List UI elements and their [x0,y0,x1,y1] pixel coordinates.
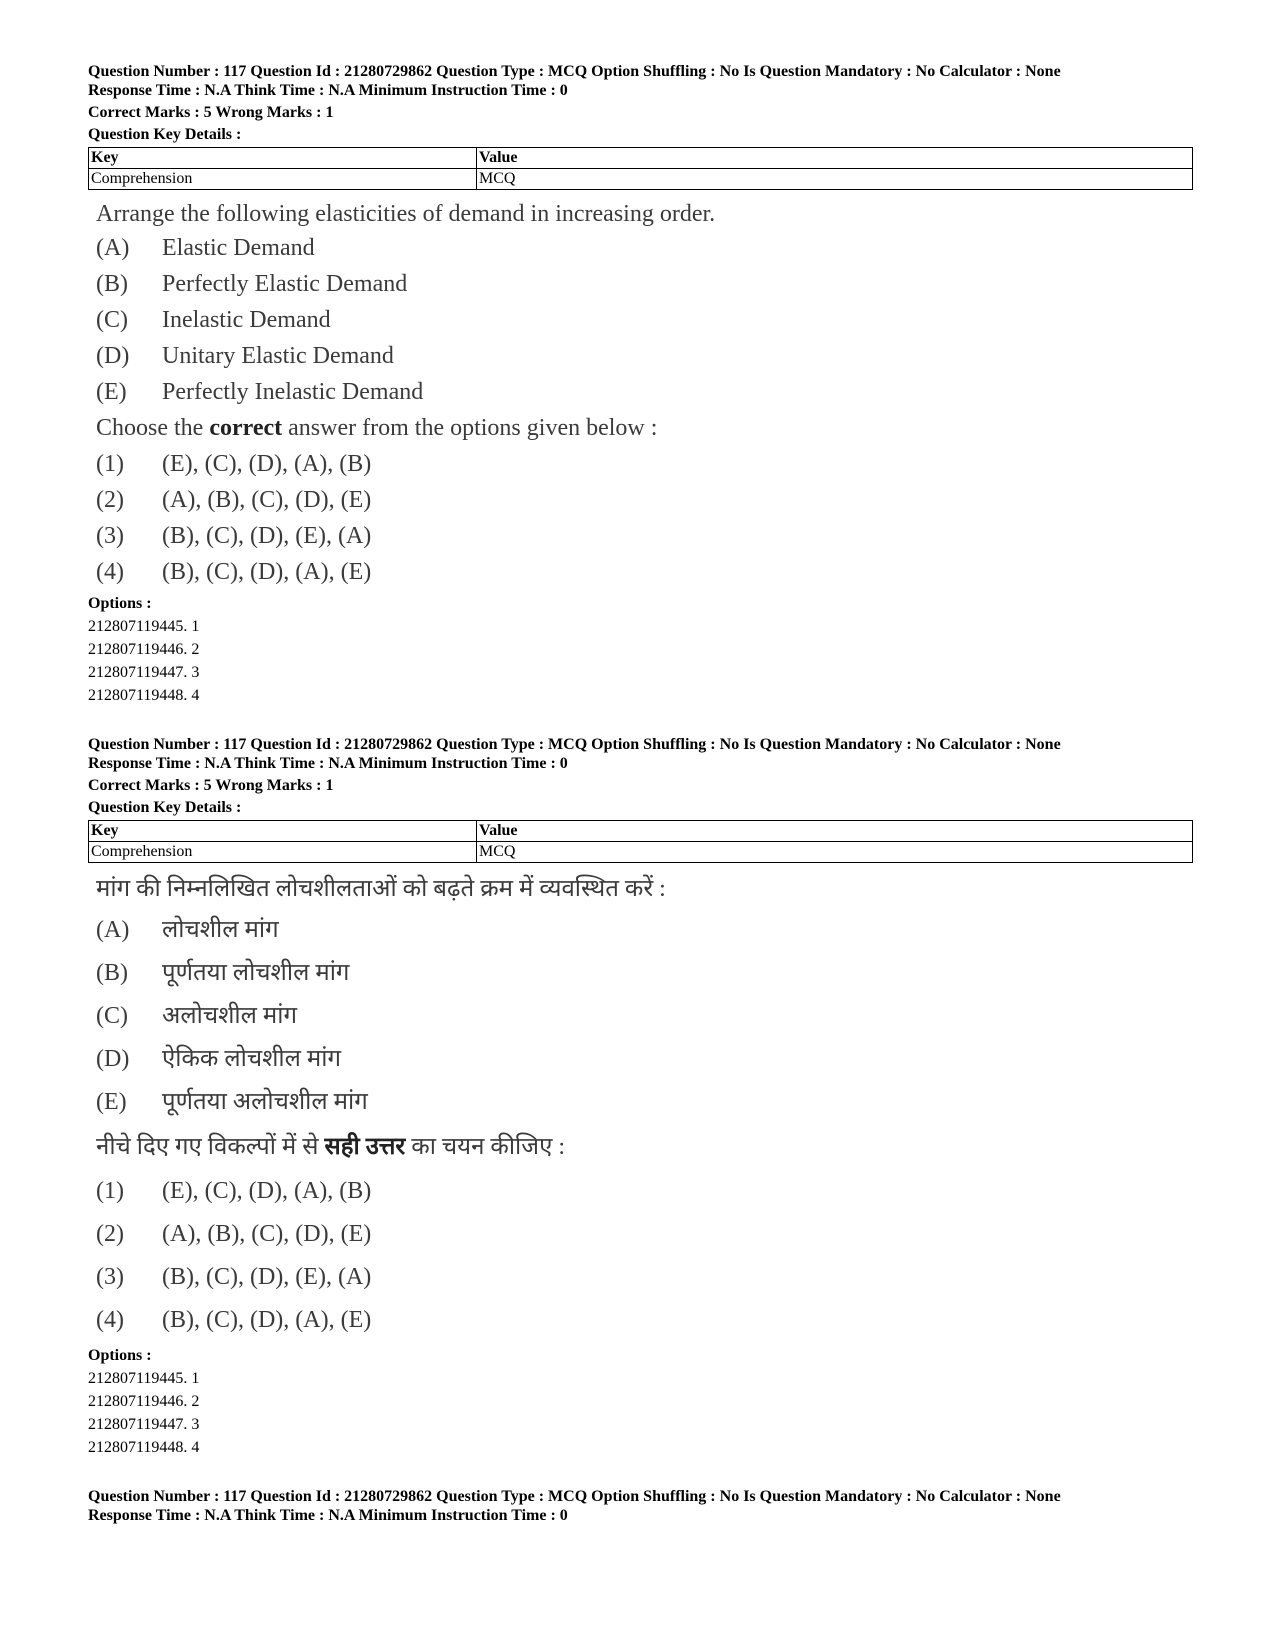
key-value-table [88,820,1193,863]
marks-line: Correct Marks : 5 Wrong Marks : 1 [88,104,334,121]
key-cell: Comprehension [89,169,477,190]
option-line: 212807119448. 4 [88,687,200,704]
question-content [96,869,1193,1342]
options-title: Options : [88,595,152,612]
question-content [96,198,1193,590]
list-item: (A) लोचशील मांग [96,917,279,943]
value-cell: MCQ [477,842,1193,863]
key-header: Key [89,148,477,169]
question-block-hindi [88,735,1193,1459]
response-time-line: Response Time : N.A Think Time : N.A Minimum Instruction Time : 0 [88,1507,568,1524]
option-line: 212807119448. 4 [88,1439,200,1456]
option-line: 212807119445. 1 [88,618,200,635]
options-title: Options : [88,1347,152,1364]
answer-choice: (3) (B), (C), (D), (E), (A) [96,1264,372,1290]
list-item: (C) अलोचशील मांग [96,1003,297,1029]
list-item: (C) Inelastic Demand [96,307,331,333]
key-header: Key [89,821,477,842]
answer-choice: (3) (B), (C), (D), (E), (A) [96,523,372,549]
question-stem: मांग की निम्नलिखित लोचशीलताओं को बढ़ते क्रम में व्यवस्थित करें : [96,876,666,902]
question-meta-line: Question Number : 117 Question Id : 21280729862 Question Type : MCQ Option Shuffling : No Is Question Mandatory : No Calculator : None [88,63,1061,80]
list-item: (D) Unitary Elastic Demand [96,343,394,369]
option-line: 212807119447. 3 [88,1416,200,1433]
option-line: 212807119445. 1 [88,1370,200,1387]
response-time-line: Response Time : N.A Think Time : N.A Minimum Instruction Time : 0 [88,82,568,99]
list-item: (A) Elastic Demand [96,235,315,261]
option-line: 212807119446. 2 [88,1393,200,1410]
question-stem: Arrange the following elasticities of demand in increasing order. [96,201,716,227]
value-header: Value [477,148,1193,169]
key-details-title: Question Key Details : [88,799,242,816]
choose-instruction: नीचे दिए गए विकल्पों में से सही उत्तर का चयन कीजिए : [96,1134,566,1160]
answer-choice: (4) (B), (C), (D), (A), (E) [96,559,372,585]
answer-choice: (4) (B), (C), (D), (A), (E) [96,1307,372,1333]
answer-choice: (2) (A), (B), (C), (D), (E) [96,487,372,513]
next-question-header [88,1487,1193,1525]
document-page [88,62,1193,1525]
table-header-row [89,148,1193,169]
value-cell: MCQ [477,169,1193,190]
key-details-title: Question Key Details : [88,126,242,143]
option-line: 212807119447. 3 [88,664,200,681]
value-header: Value [477,821,1193,842]
marks-line: Correct Marks : 5 Wrong Marks : 1 [88,777,334,794]
answer-choice: (2) (A), (B), (C), (D), (E) [96,1221,372,1247]
answer-choice: (1) (E), (C), (D), (A), (B) [96,1178,372,1204]
option-line: 212807119446. 2 [88,641,200,658]
table-row [89,169,1193,190]
table-row [89,842,1193,863]
key-value-table [88,147,1193,190]
question-meta-line: Question Number : 117 Question Id : 21280729862 Question Type : MCQ Option Shuffling : No Is Question Mandatory : No Calculator : None [88,1488,1061,1505]
choose-instruction: Choose the correct answer from the options given below : [96,415,658,441]
question-block-english [88,62,1193,707]
list-item: (E) Perfectly Inelastic Demand [96,379,424,405]
list-item: (D) ऐकिक लोचशील मांग [96,1046,341,1072]
list-item: (B) पूर्णतया लोचशील मांग [96,960,350,986]
list-item: (E) पूर्णतया अलोचशील मांग [96,1089,368,1115]
key-cell: Comprehension [89,842,477,863]
table-header-row [89,821,1193,842]
question-meta-line: Question Number : 117 Question Id : 21280729862 Question Type : MCQ Option Shuffling : No Is Question Mandatory : No Calculator : None [88,736,1061,753]
response-time-line: Response Time : N.A Think Time : N.A Minimum Instruction Time : 0 [88,755,568,772]
list-item: (B) Perfectly Elastic Demand [96,271,408,297]
answer-choice: (1) (E), (C), (D), (A), (B) [96,451,372,477]
